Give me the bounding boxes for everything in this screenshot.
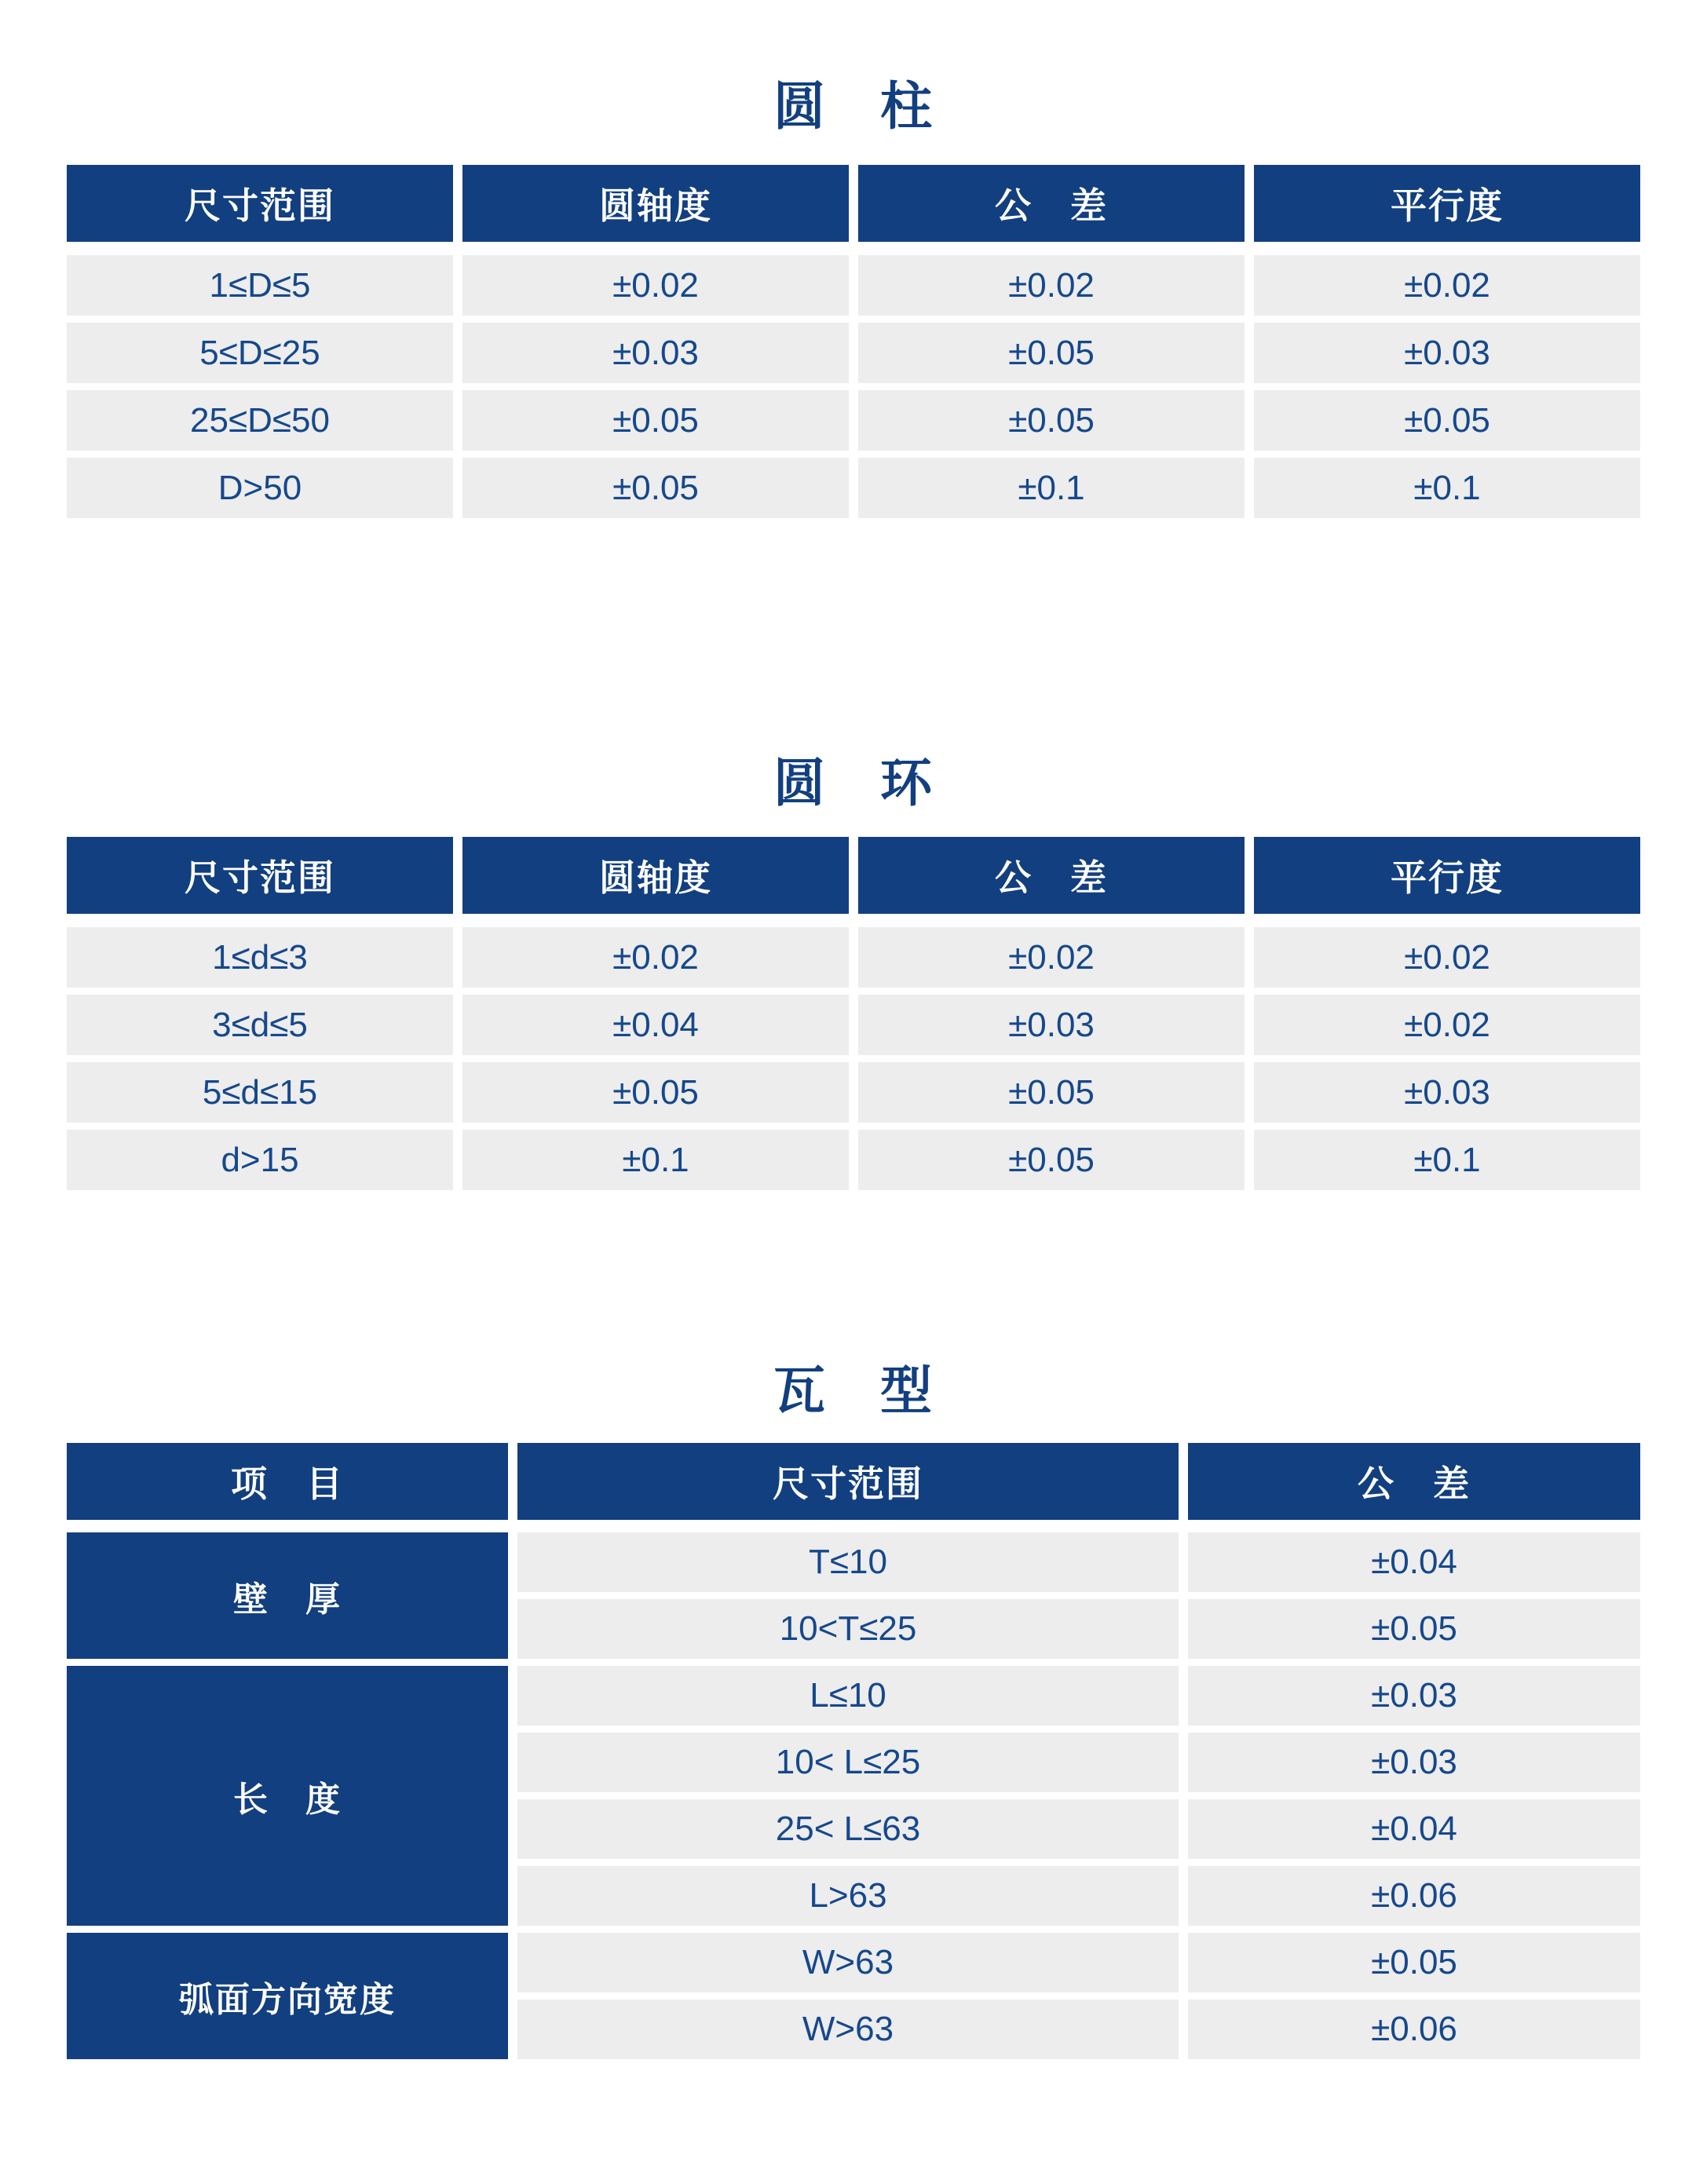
- table-title-tile: 瓦 型: [773, 1361, 934, 1419]
- data-cell: 5≤d≤15: [67, 1062, 453, 1123]
- ring-table-body: [67, 927, 1640, 1190]
- spec-sheet-page: [0, 79, 1696, 2059]
- header-cell: 尺寸范围: [67, 837, 453, 914]
- data-cell: L≤10: [517, 1666, 1179, 1726]
- data-cell: ±0.03: [1188, 1666, 1640, 1726]
- data-cell: ±0.02: [1254, 995, 1640, 1055]
- data-cell: 10<T≤25: [517, 1599, 1179, 1659]
- header-cell: 平行度: [1254, 165, 1640, 242]
- data-cell: D>50: [67, 458, 453, 518]
- data-cell: ±0.03: [858, 995, 1245, 1055]
- data-cell: ±0.02: [858, 927, 1245, 988]
- data-cell: W>63: [517, 1933, 1179, 1992]
- header-cell: 公 差: [1188, 1443, 1640, 1520]
- table-title-cylinder: 圆 柱: [773, 77, 934, 135]
- data-cell: d>15: [67, 1130, 453, 1190]
- data-cell: ±0.05: [1188, 1599, 1640, 1659]
- data-cell: ±0.03: [1254, 1062, 1640, 1123]
- data-cell: ±0.03: [1188, 1733, 1640, 1792]
- data-cell: ±0.06: [1188, 2000, 1640, 2059]
- data-cell: ±0.02: [1254, 927, 1640, 988]
- data-cell: ±0.06: [1188, 1866, 1640, 1926]
- data-cell: ±0.05: [1254, 390, 1640, 451]
- data-cell: ±0.05: [462, 390, 849, 451]
- data-cell: ±0.02: [858, 255, 1245, 316]
- header-cell: 公 差: [858, 165, 1245, 242]
- data-cell: W>63: [517, 2000, 1179, 2059]
- group-cell-length: 长 度: [67, 1666, 508, 1926]
- data-cell: ±0.04: [462, 995, 849, 1055]
- data-cell: ±0.03: [462, 323, 849, 383]
- header-cell: 项 目: [67, 1443, 508, 1520]
- header-cell: 圆轴度: [462, 165, 849, 242]
- data-cell: T≤10: [517, 1532, 1179, 1592]
- header-cell: 尺寸范围: [517, 1443, 1179, 1520]
- data-cell: ±0.05: [462, 458, 849, 518]
- header-cell: 平行度: [1254, 837, 1640, 914]
- data-cell: 1≤D≤5: [67, 255, 453, 316]
- data-cell: 25< L≤63: [517, 1799, 1179, 1859]
- data-cell: 5≤D≤25: [67, 323, 453, 383]
- header-cell: 尺寸范围: [67, 165, 453, 242]
- group-cell-arc-width: 弧面方向宽度: [67, 1933, 508, 2059]
- header-cell: 公 差: [858, 837, 1245, 914]
- header-cell: 圆轴度: [462, 837, 849, 914]
- data-cell: ±0.02: [462, 927, 849, 988]
- cylinder-table-body: [67, 255, 1640, 518]
- cylinder-table-header: [67, 165, 1640, 242]
- data-cell: ±0.03: [1254, 323, 1640, 383]
- data-cell: 3≤d≤5: [67, 995, 453, 1055]
- data-cell: ±0.04: [1188, 1532, 1640, 1592]
- data-cell: ±0.1: [462, 1130, 849, 1190]
- data-cell: ±0.1: [1254, 1130, 1640, 1190]
- data-cell: ±0.05: [858, 1062, 1245, 1123]
- data-cell: ±0.04: [1188, 1799, 1640, 1859]
- data-cell: ±0.05: [1188, 1933, 1640, 1992]
- data-cell: ±0.1: [858, 458, 1245, 518]
- data-cell: ±0.02: [462, 255, 849, 316]
- data-cell: 1≤d≤3: [67, 927, 453, 988]
- table-title-ring: 圆 环: [773, 754, 934, 812]
- tile-table-body: [67, 1532, 1640, 2059]
- data-cell: ±0.05: [858, 390, 1245, 451]
- tile-table-header: [67, 1443, 1640, 1520]
- data-cell: 25≤D≤50: [67, 390, 453, 451]
- data-cell: ±0.1: [1254, 458, 1640, 518]
- group-cell-wall-thickness: 壁 厚: [67, 1532, 508, 1659]
- data-cell: L>63: [517, 1866, 1179, 1926]
- data-cell: ±0.05: [462, 1062, 849, 1123]
- data-cell: ±0.02: [1254, 255, 1640, 316]
- data-cell: ±0.05: [858, 323, 1245, 383]
- data-cell: ±0.05: [858, 1130, 1245, 1190]
- ring-table-header: [67, 837, 1640, 914]
- data-cell: 10< L≤25: [517, 1733, 1179, 1792]
